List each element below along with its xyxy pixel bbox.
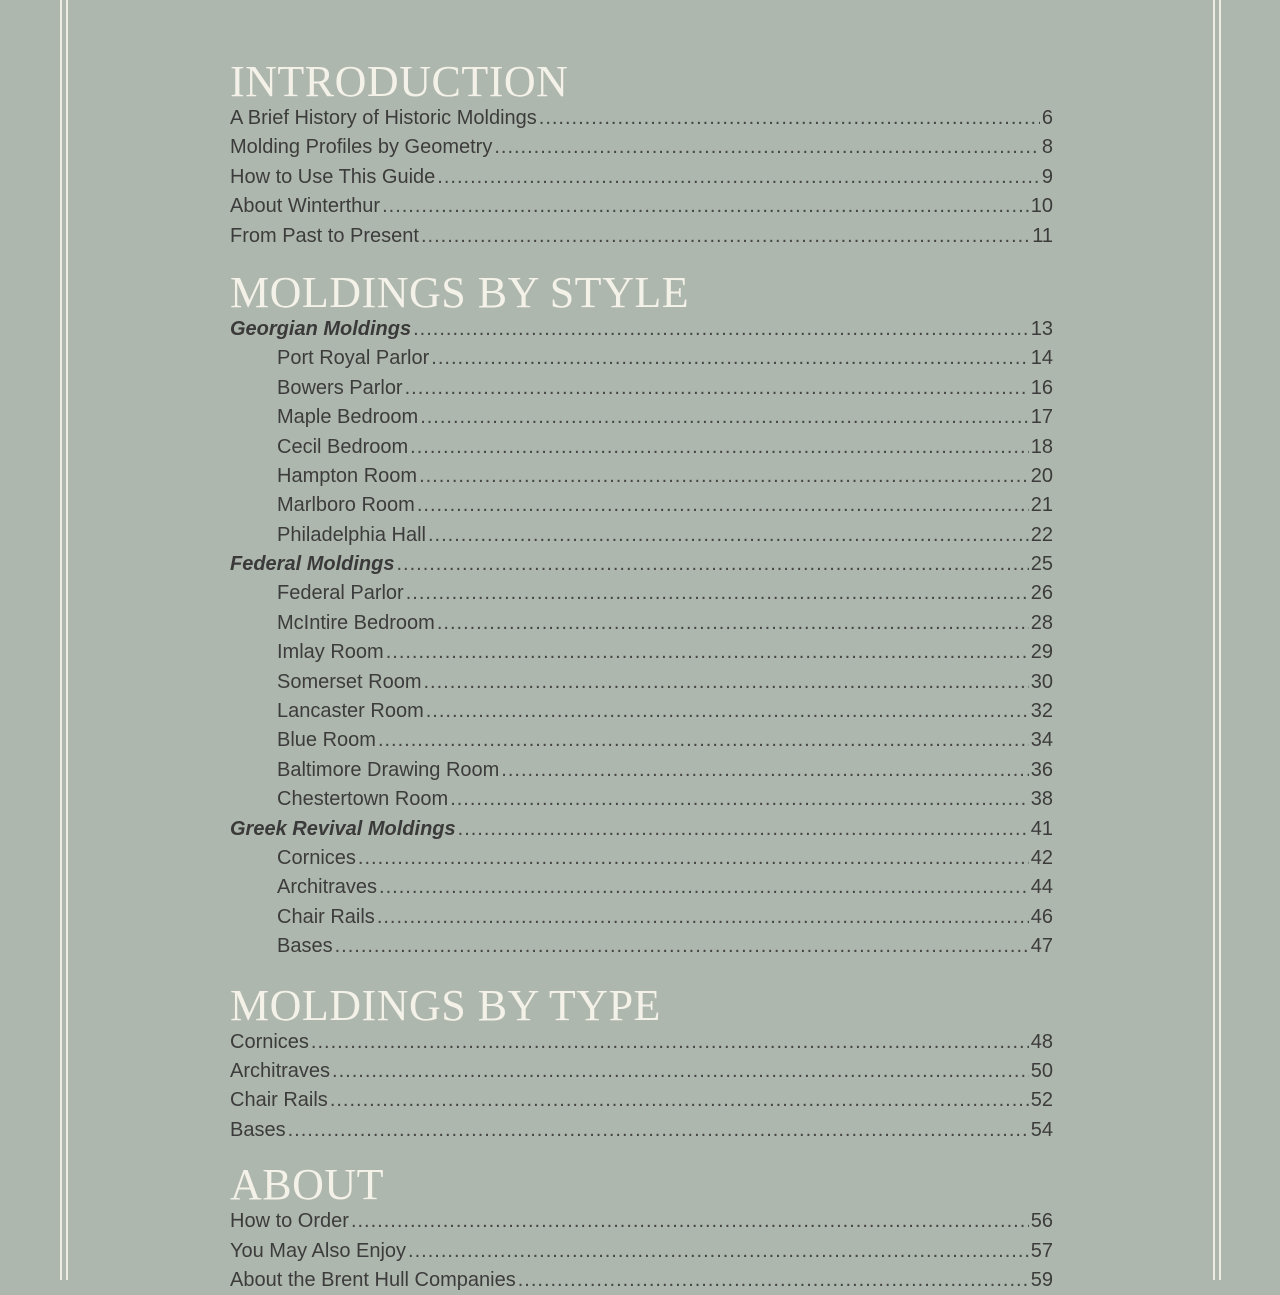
entry-label: About Winterthur — [230, 195, 381, 218]
entry-label: Georgian Moldings — [230, 317, 412, 340]
toc-entry[interactable] — [230, 1207, 1053, 1236]
toc-entry[interactable] — [230, 579, 1053, 608]
toc-entry[interactable] — [230, 1028, 1053, 1057]
dot-leader — [288, 1116, 1029, 1145]
page-number: 32 — [1030, 700, 1053, 723]
page-number: 30 — [1030, 670, 1053, 693]
dot-leader — [378, 726, 1029, 755]
toc-entry[interactable] — [230, 163, 1053, 192]
page-number: 59 — [1030, 1268, 1053, 1291]
dot-leader — [518, 1266, 1029, 1295]
dot-leader — [494, 133, 1040, 162]
page-number: 13 — [1030, 317, 1053, 340]
dot-leader — [431, 344, 1028, 373]
entry-label: Baltimore Drawing Room — [277, 758, 500, 781]
entry-label: Bowers Parlor — [277, 376, 403, 399]
page-number: 50 — [1030, 1059, 1053, 1082]
page-number: 46 — [1030, 905, 1053, 928]
entry-label: Molding Profiles by Geometry — [230, 136, 493, 159]
toc-entry[interactable] — [230, 873, 1053, 902]
page-number: 25 — [1030, 553, 1053, 576]
toc-group-entry[interactable] — [230, 315, 1053, 344]
entry-label: Federal Moldings — [230, 553, 395, 576]
dot-leader — [437, 163, 1040, 192]
dot-leader — [420, 403, 1029, 432]
page-number: 42 — [1030, 846, 1053, 869]
toc-entry[interactable] — [230, 609, 1053, 638]
right-border-inner — [1213, 0, 1215, 1280]
entry-label: Chestertown Room — [277, 788, 449, 811]
toc-entry[interactable] — [230, 1116, 1053, 1145]
toc-entry[interactable] — [230, 756, 1053, 785]
entry-label: Cornices — [277, 846, 356, 869]
toc-entry[interactable] — [230, 903, 1053, 932]
dot-leader — [428, 521, 1029, 550]
toc-entry[interactable] — [230, 521, 1053, 550]
page-number: 52 — [1030, 1089, 1053, 1112]
toc-entry[interactable] — [230, 726, 1053, 755]
dot-leader — [377, 903, 1029, 932]
toc-entry[interactable] — [230, 697, 1053, 726]
page-number: 6 — [1041, 107, 1053, 129]
dot-leader — [450, 785, 1029, 814]
table-of-contents — [230, 57, 1053, 1295]
toc-entry[interactable] — [230, 403, 1053, 432]
dot-leader — [417, 491, 1029, 520]
entry-label: Port Royal Parlor — [277, 347, 430, 370]
entry-label: How to Order — [230, 1210, 349, 1233]
dot-leader — [358, 844, 1029, 873]
section-heading: INTRODUCTION — [230, 57, 569, 106]
entry-label: Bases — [277, 935, 333, 958]
entry-label: From Past to Present — [230, 224, 419, 247]
dot-leader — [539, 104, 1040, 133]
page-number: 34 — [1030, 729, 1053, 752]
toc-entry[interactable] — [230, 491, 1053, 520]
entry-label: Cecil Bedroom — [277, 435, 409, 458]
left-border-inner — [66, 0, 68, 1280]
toc-entry[interactable] — [230, 932, 1053, 961]
dot-leader — [379, 873, 1029, 902]
dot-leader — [424, 668, 1029, 697]
toc-entry[interactable] — [230, 192, 1053, 221]
toc-entry[interactable] — [230, 462, 1053, 491]
toc-entry[interactable] — [230, 344, 1053, 373]
toc-entry[interactable] — [230, 1086, 1053, 1115]
entry-label: Chair Rails — [230, 1089, 328, 1112]
section-heading: ABOUT — [230, 1160, 385, 1210]
dot-leader — [426, 697, 1029, 726]
entry-label: About the Brent Hull Companies — [230, 1268, 516, 1291]
page-number: 28 — [1030, 611, 1053, 634]
dot-leader — [332, 1057, 1029, 1086]
page-number: 29 — [1030, 641, 1053, 664]
dot-leader — [396, 550, 1028, 579]
entry-label: McIntire Bedroom — [277, 611, 435, 634]
dot-leader — [386, 638, 1029, 667]
right-border-outer — [1219, 0, 1221, 1280]
toc-entry[interactable] — [230, 668, 1053, 697]
dot-leader — [501, 756, 1028, 785]
page-number: 11 — [1032, 224, 1053, 247]
toc-entry[interactable] — [230, 785, 1053, 814]
page-number: 14 — [1030, 347, 1053, 370]
entry-label: Chair Rails — [277, 905, 375, 928]
entry-label: Bases — [230, 1118, 286, 1141]
page-number: 26 — [1030, 582, 1053, 605]
page-number: 38 — [1030, 788, 1053, 811]
entry-label: Philadelphia Hall — [277, 523, 426, 546]
toc-entry[interactable] — [230, 638, 1053, 667]
entry-label: Architraves — [230, 1059, 331, 1082]
page-number: 48 — [1030, 1030, 1053, 1053]
dot-leader — [421, 222, 1030, 251]
page-number: 8 — [1041, 136, 1053, 159]
page-number: 10 — [1030, 195, 1053, 218]
page-number: 17 — [1030, 406, 1053, 429]
entry-label: Architraves — [277, 876, 378, 899]
dot-leader — [437, 609, 1029, 638]
page-number: 54 — [1030, 1118, 1053, 1141]
dot-leader — [311, 1028, 1029, 1057]
entry-label: Cornices — [230, 1030, 309, 1053]
entry-label: Somerset Room — [277, 670, 422, 693]
left-border-outer — [60, 0, 62, 1280]
toc-entry[interactable] — [230, 133, 1053, 162]
entry-label: Lancaster Room — [277, 700, 424, 723]
dot-leader — [351, 1207, 1029, 1236]
page-number: 16 — [1030, 376, 1053, 399]
page-number: 47 — [1030, 935, 1053, 958]
dot-leader — [458, 815, 1029, 844]
section-heading: MOLDINGS BY TYPE — [230, 980, 661, 1030]
page-number: 18 — [1030, 435, 1053, 458]
page-number: 57 — [1030, 1239, 1053, 1262]
toc-group-entry[interactable] — [230, 550, 1053, 579]
entry-label: How to Use This Guide — [230, 165, 436, 188]
section-heading: MOLDINGS BY STYLE — [230, 267, 690, 317]
dot-leader — [419, 462, 1029, 491]
dot-leader — [408, 1237, 1029, 1266]
dot-leader — [405, 374, 1029, 403]
page-number: 41 — [1030, 817, 1053, 840]
toc-group-entry[interactable] — [230, 815, 1053, 844]
toc-entry[interactable] — [230, 1057, 1053, 1086]
dot-leader — [330, 1086, 1029, 1115]
page-number: 44 — [1030, 876, 1053, 899]
entry-label: Federal Parlor — [277, 582, 404, 605]
entry-label: You May Also Enjoy — [230, 1239, 407, 1262]
dot-leader — [406, 579, 1029, 608]
entry-label: Marlboro Room — [277, 494, 415, 517]
entry-label: Imlay Room — [277, 641, 384, 664]
dot-leader — [335, 932, 1029, 961]
toc-entry[interactable] — [230, 222, 1053, 251]
toc-entry[interactable] — [230, 1237, 1053, 1266]
dot-leader — [410, 433, 1029, 462]
page-number: 20 — [1030, 464, 1053, 487]
dot-leader — [413, 315, 1029, 344]
toc-entry[interactable] — [230, 104, 1053, 133]
toc-entry[interactable] — [230, 844, 1053, 873]
toc-entry[interactable] — [230, 1266, 1053, 1295]
page-number: 21 — [1030, 494, 1053, 517]
entry-label: Greek Revival Moldings — [230, 817, 456, 840]
entry-label: Maple Bedroom — [277, 406, 419, 429]
page-number: 9 — [1041, 165, 1053, 188]
entry-label: A Brief History of Historic Moldings — [230, 107, 537, 129]
page-number: 56 — [1030, 1210, 1053, 1233]
toc-entry[interactable] — [230, 374, 1053, 403]
toc-entry[interactable] — [230, 433, 1053, 462]
page-number: 36 — [1030, 758, 1053, 781]
entry-label: Blue Room — [277, 729, 376, 752]
page-number: 22 — [1030, 523, 1053, 546]
entry-label: Hampton Room — [277, 464, 418, 487]
dot-leader — [382, 192, 1029, 221]
